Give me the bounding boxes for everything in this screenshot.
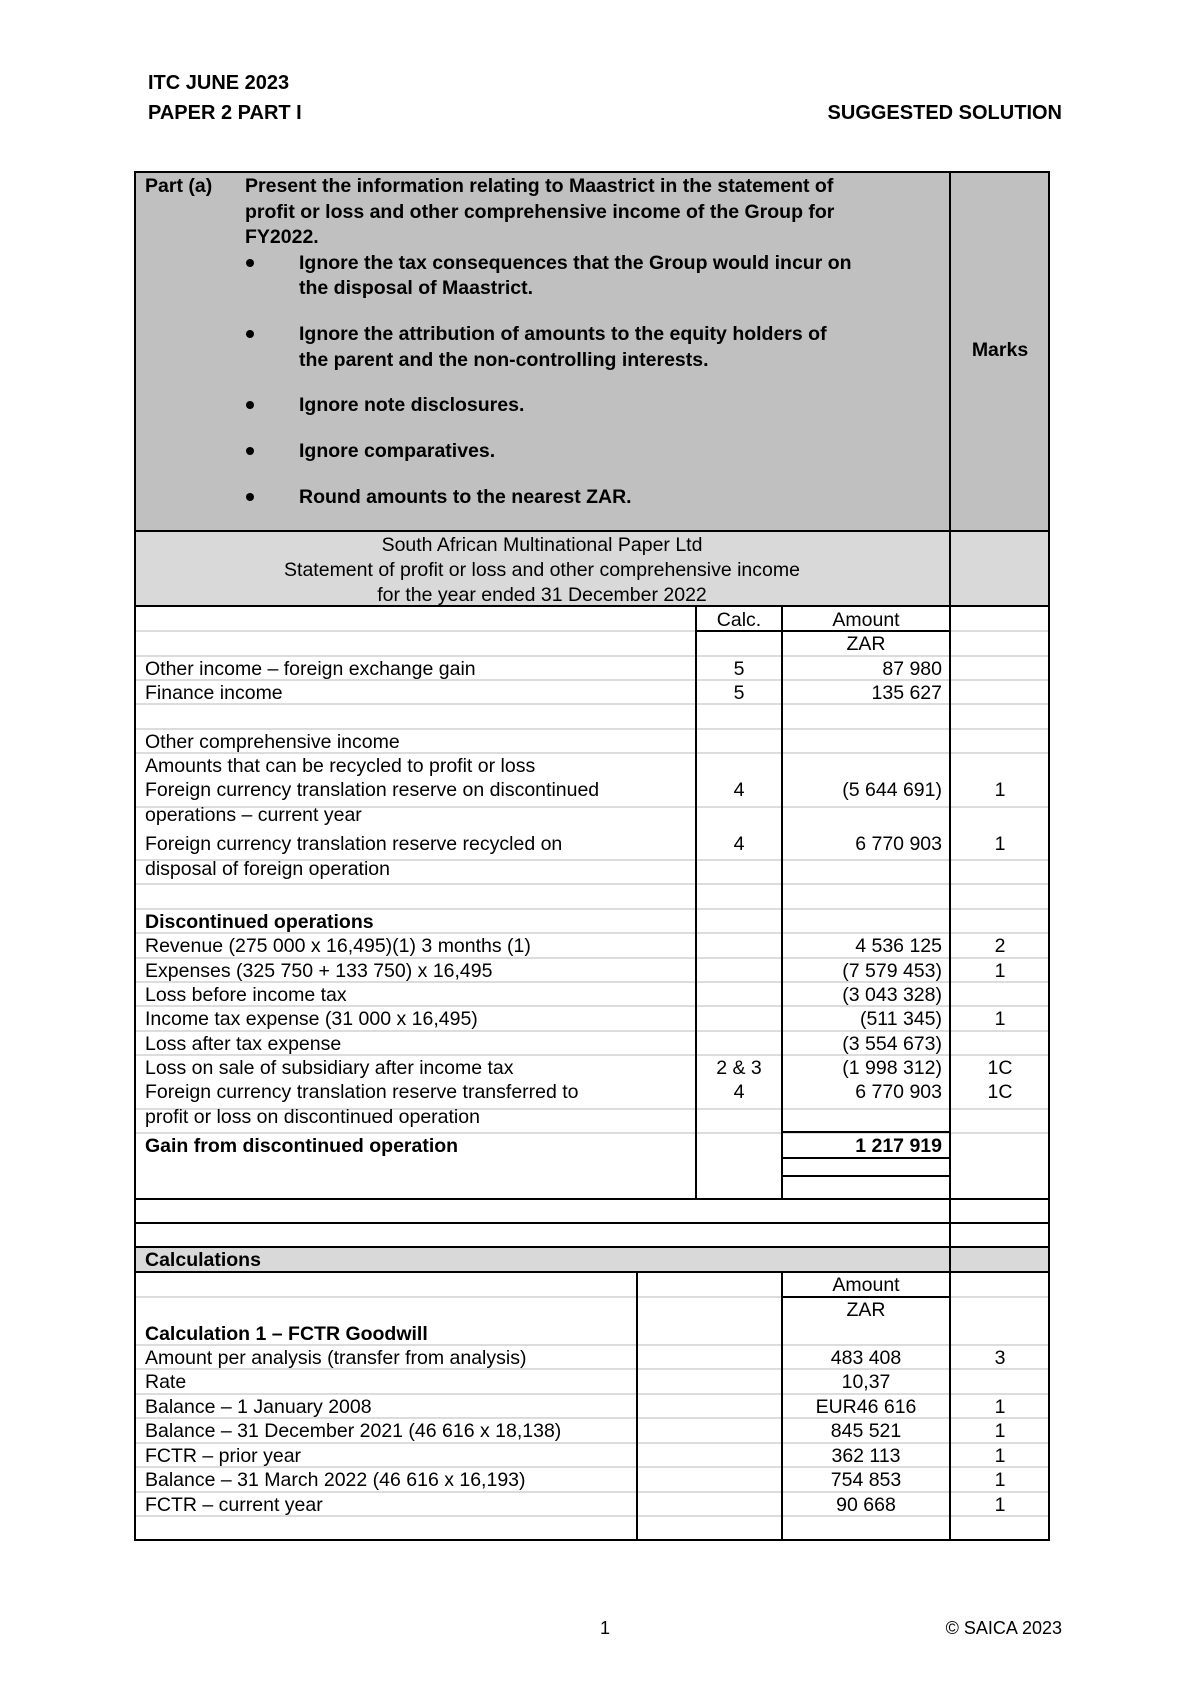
discontinued-heading: Discontinued operations xyxy=(145,911,374,933)
row-calc: 4 xyxy=(733,1081,745,1103)
row-marks: 1C xyxy=(987,1081,1013,1103)
row-label: Other comprehensive income xyxy=(145,731,400,753)
row-amount: 6 770 903 xyxy=(855,1081,942,1103)
copyright: © SAICA 2023 xyxy=(945,1618,1062,1638)
row-amount: (1 998 312) xyxy=(842,1057,942,1079)
calc-row-label: Rate xyxy=(145,1371,187,1393)
calc-currency-header: ZAR xyxy=(846,1299,886,1321)
bullet-icon xyxy=(246,447,254,455)
statement-period: for the year ended 31 December 2022 xyxy=(377,584,707,606)
calc-column-header: Calc. xyxy=(716,609,762,631)
row-amount: (511 345) xyxy=(859,1008,942,1030)
row-amount: 135 627 xyxy=(871,682,942,704)
calculations-heading: Calculations xyxy=(145,1249,261,1271)
calc-row-amount: 90 668 xyxy=(836,1494,896,1516)
calc1-title: Calculation 1 – FCTR Goodwill xyxy=(145,1323,428,1345)
total-label: Gain from discontinued operation xyxy=(145,1135,459,1157)
row-calc: 4 xyxy=(733,833,745,855)
instruction-2-line-2: the parent and the non-controlling interests. xyxy=(299,349,709,371)
calc-row-marks: 1 xyxy=(994,1396,1006,1418)
solution-table xyxy=(134,171,1050,1541)
bullet-icon xyxy=(246,493,254,501)
instruction-3: Ignore note disclosures. xyxy=(299,394,525,416)
company-name: South African Multinational Paper Ltd xyxy=(381,534,703,556)
instruction-5: Round amounts to the nearest ZAR. xyxy=(299,486,632,508)
row-marks: 1 xyxy=(994,1008,1006,1030)
row-amount: 4 536 125 xyxy=(855,935,942,957)
calc-row-amount: 362 113 xyxy=(831,1445,901,1467)
row-label: Loss before income tax xyxy=(145,984,347,1006)
part-label: Part (a) xyxy=(145,175,213,197)
calc-row-marks: 1 xyxy=(994,1445,1006,1467)
bullet-icon xyxy=(246,401,254,409)
calc-row-marks: 1 xyxy=(994,1469,1006,1491)
row-marks: 1 xyxy=(994,960,1006,982)
row-label-cont: operations – current year xyxy=(145,804,362,826)
calc-row-label: Balance – 1 January 2008 xyxy=(145,1396,372,1418)
row-label: Foreign currency translation reserve recycled on xyxy=(145,833,563,855)
instruction-2-line-1: Ignore the attribution of amounts to the equity holders of xyxy=(299,323,827,345)
row-calc: 5 xyxy=(733,682,745,704)
calc-row-amount: 845 521 xyxy=(830,1420,902,1442)
row-amount: 87 980 xyxy=(882,658,942,680)
row-calc: 4 xyxy=(733,779,745,801)
row-label: Foreign currency translation reserve on discontinued xyxy=(145,779,600,801)
bullet-icon xyxy=(246,330,254,338)
marks-header: Marks xyxy=(971,339,1029,361)
row-amount: (7 579 453) xyxy=(842,960,942,982)
calc-row-marks: 1 xyxy=(994,1494,1006,1516)
row-label: Other income – foreign exchange gain xyxy=(145,658,476,680)
page-number: 1 xyxy=(600,1618,611,1638)
calc-row-label: Amount per analysis (transfer from analysis) xyxy=(145,1347,527,1369)
row-amount: (3 043 328) xyxy=(842,984,942,1006)
calc-row-label: FCTR – prior year xyxy=(145,1445,302,1467)
row-amount: (3 554 673) xyxy=(842,1033,942,1055)
calc-row-amount: 754 853 xyxy=(830,1469,902,1491)
row-label: Loss on sale of subsidiary after income tax xyxy=(145,1057,514,1079)
row-label: Revenue (275 000 x 16,495)(1) 3 months (1) xyxy=(145,935,531,957)
amount-column-header: Amount xyxy=(832,609,900,631)
calc-row-label: FCTR – current year xyxy=(145,1494,323,1516)
currency-column-header: ZAR xyxy=(846,633,886,655)
instruction-1-line-2: the disposal of Maastrict. xyxy=(299,277,534,299)
question-line-3: FY2022. xyxy=(245,226,319,248)
row-label: Finance income xyxy=(145,682,283,704)
calc-row-amount: 10,37 xyxy=(841,1371,891,1393)
row-label: Expenses (325 750 + 133 750) x 16,495 xyxy=(145,960,493,982)
doc-header-line1: ITC JUNE 2023 xyxy=(148,72,290,94)
bullet-icon xyxy=(246,259,254,267)
calc-row-amount: 483 408 xyxy=(830,1347,902,1369)
row-marks: 1 xyxy=(994,779,1006,801)
row-amount: (5 644 691) xyxy=(842,779,942,801)
calc-row-label: Balance – 31 December 2021 (46 616 x 18,138) xyxy=(145,1420,562,1442)
instruction-4: Ignore comparatives. xyxy=(299,440,496,462)
row-label-cont: disposal of foreign operation xyxy=(145,858,390,880)
doc-header-right: SUGGESTED SOLUTION xyxy=(827,102,1062,124)
total-amount: 1 217 919 xyxy=(855,1135,942,1157)
row-marks: 1 xyxy=(994,833,1006,855)
row-amount: 6 770 903 xyxy=(855,833,942,855)
row-label-cont: profit or loss on discontinued operation xyxy=(145,1106,480,1128)
question-line-2: profit or loss and other comprehensive income of the Group for xyxy=(245,201,835,223)
doc-header-line2: PAPER 2 PART I xyxy=(148,102,302,124)
calc-row-label: Balance – 31 March 2022 (46 616 x 16,193) xyxy=(145,1469,526,1491)
row-label: Amounts that can be recycled to profit or loss xyxy=(145,755,536,777)
calc-row-marks: 3 xyxy=(994,1347,1006,1369)
row-label: Foreign currency translation reserve transferred to xyxy=(145,1081,579,1103)
row-label: Income tax expense (31 000 x 16,495) xyxy=(145,1008,478,1030)
calc-amount-header: Amount xyxy=(832,1274,900,1296)
row-marks: 1C xyxy=(987,1057,1013,1079)
instruction-1-line-1: Ignore the tax consequences that the Group would incur on xyxy=(299,252,852,274)
calc-row-amount: EUR46 616 xyxy=(815,1396,917,1418)
calc-row-marks: 1 xyxy=(994,1420,1006,1442)
row-calc: 5 xyxy=(733,658,745,680)
row-calc: 2 & 3 xyxy=(716,1057,762,1079)
row-marks: 2 xyxy=(994,935,1006,957)
row-label: Loss after tax expense xyxy=(145,1033,342,1055)
statement-title: Statement of profit or loss and other comprehensive income xyxy=(284,559,800,581)
question-line-1: Present the information relating to Maastrict in the statement of xyxy=(245,175,834,197)
